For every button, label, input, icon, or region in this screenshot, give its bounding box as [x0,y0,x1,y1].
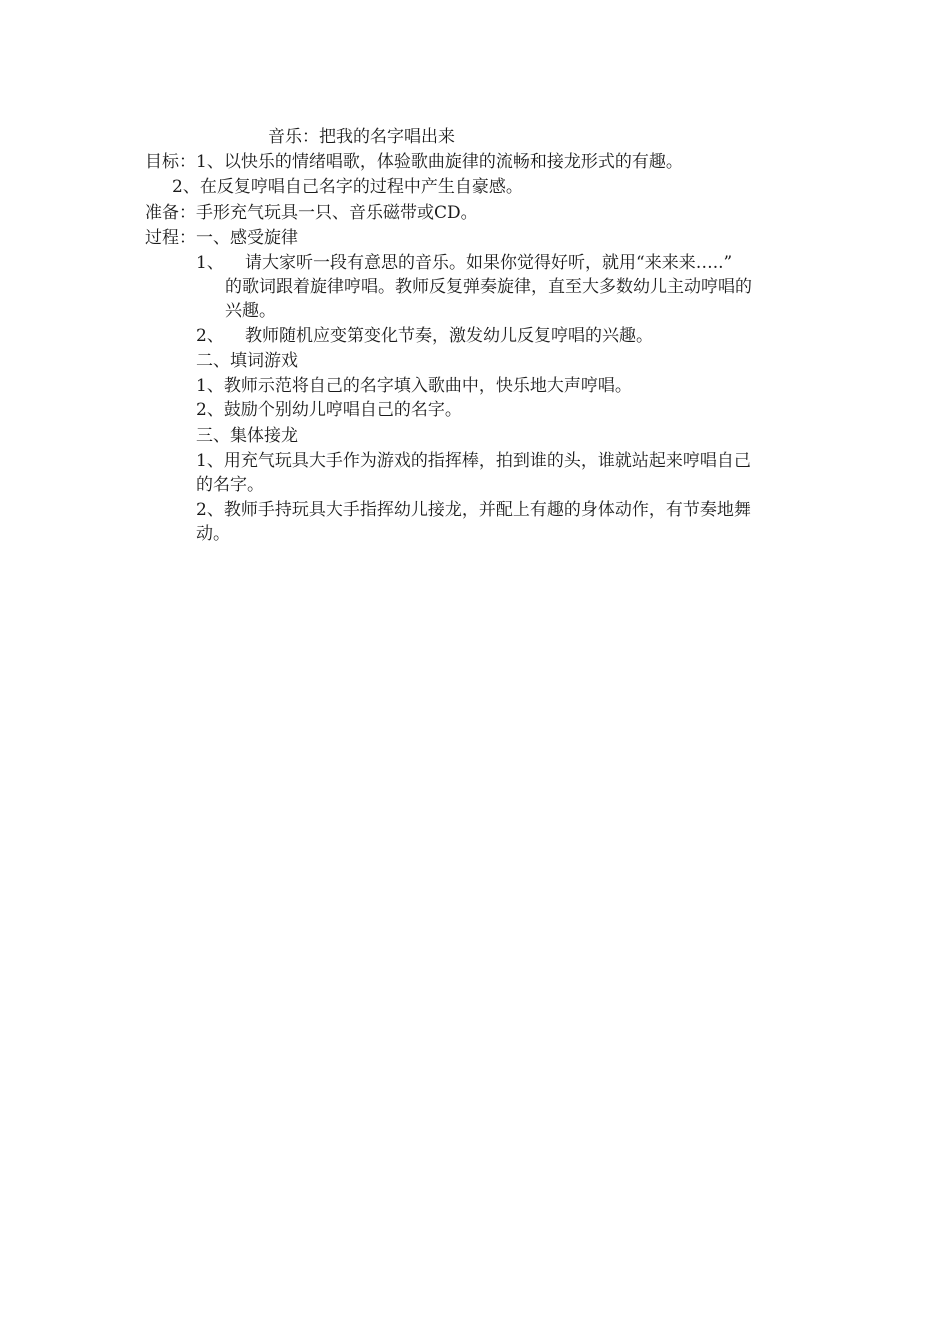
section3-heading: 三、集体接龙 [196,426,298,446]
step1-continuation-1: 的歌词跟着旋律哼唱。教师反复弹奏旋律，直至大多数幼儿主动哼唱的 [225,277,752,297]
goal-line-1: 目标：1、以快乐的情绪唱歌，体验歌曲旋律的流畅和接龙形式的有趣。 [145,152,683,172]
section3-item-2-line-2: 动。 [196,524,230,544]
document-title: 音乐：把我的名字唱出来 [268,127,455,147]
goal-line-2: 2、在反复哼唱自己名字的过程中产生自豪感。 [172,177,523,197]
section3-item-1-line-1: 1、用充气玩具大手作为游戏的指挥棒，拍到谁的头，谁就站起来哼唱自己 [196,451,751,471]
section2-heading: 二、填词游戏 [196,351,298,371]
section2-item-2: 2、鼓励个别幼儿哼唱自己的名字。 [196,400,462,420]
step2-text: 教师随机应变第变化节奏，激发幼儿反复哼唱的兴趣。 [245,326,653,346]
step1-continuation-2: 兴趣。 [225,301,276,321]
step1-number: 1、 [196,253,224,273]
step2-number: 2、 [196,326,224,346]
process-heading: 过程：一、感受旋律 [145,228,298,248]
step1-text: 请大家听一段有意思的音乐。如果你觉得好听，就用“来来来…..” [245,253,733,273]
section3-item-2-line-1: 2、教师手持玩具大手指挥幼儿接龙，并配上有趣的身体动作，有节奏地舞 [196,500,751,520]
section3-item-1-line-2: 的名字。 [196,475,264,495]
preparation-line: 准备：手形充气玩具一只、音乐磁带或CD。 [145,203,478,223]
section2-item-1: 1、教师示范将自己的名字填入歌曲中，快乐地大声哼唱。 [196,376,632,396]
